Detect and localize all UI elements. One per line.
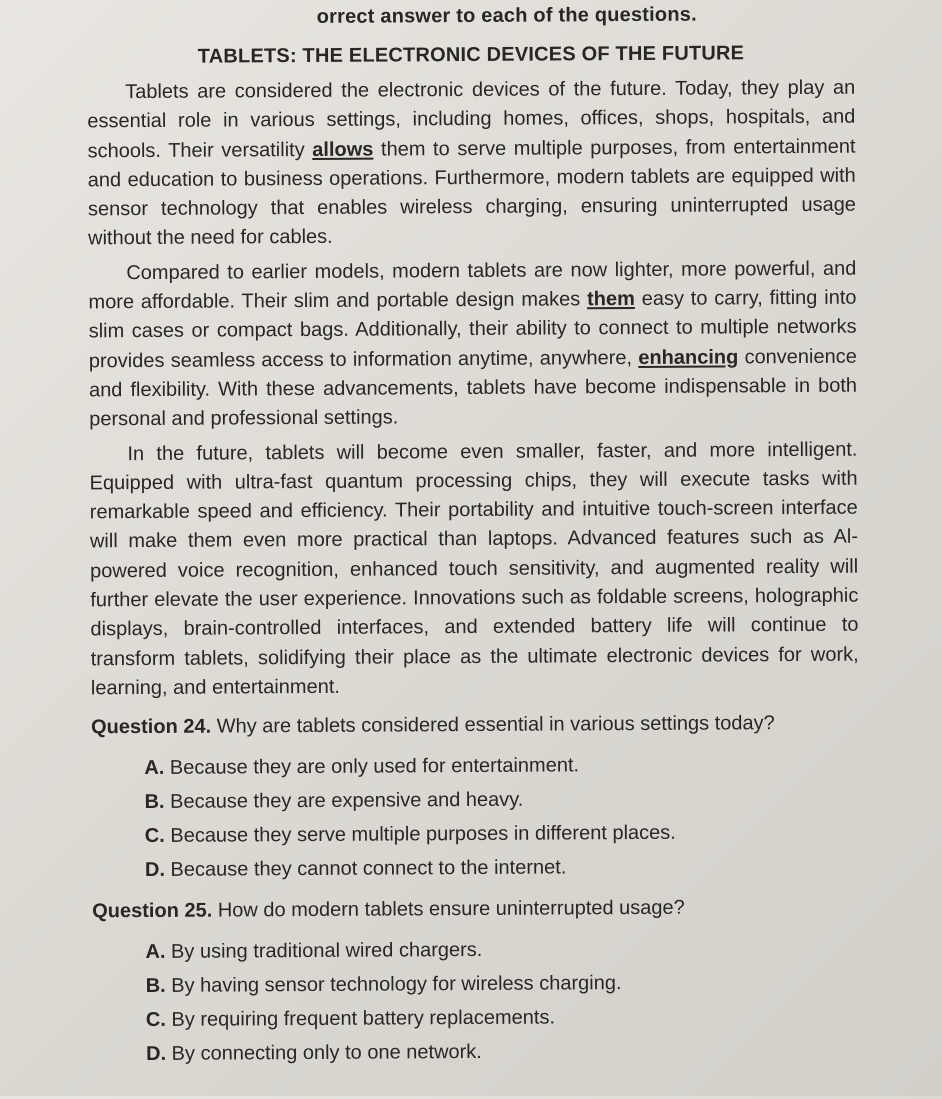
answer-option-a[interactable] xyxy=(145,931,860,969)
paragraph-text: Tablets are considered the electronic devices of the future. Today, they play an essential role in various settings, including homes, offices, shops, hospitals, and schools. Their versatility xyxy=(87,76,856,162)
option-letter: B. xyxy=(145,975,166,998)
option-text: Because they cannot connect to the internet. xyxy=(170,856,567,882)
option-letter: C. xyxy=(145,1009,166,1032)
question-number: Question 24. xyxy=(91,715,212,739)
paragraph-text: Compared to earlier models, modern tablets are now lighter, more powerful, and more affordable. Their slim and portable design makes xyxy=(88,257,857,314)
passage-title: TABLETS: THE ELECTRONIC DEVICES OF THE FUTURE xyxy=(197,42,745,68)
passage-paragraph-3: In the future, tablets will become even smaller, faster, and more intelligent. Equipped with ultra-fast quantum processing chips, they will execute tasks with remarkable speed and efficiency. Their portability and intuitive touch-screen interface will make them even more practical than laptops. Advanced features such as Al-powered voice recognition, enhanced touch sensitivity, and augmented reality will further elevate the user experience. Innovations such as foldable screens, holographic displays, brain-controlled interfaces, and extended battery life will continue to transform tablets, solidifying their place as the ultimate electronic devices for work, learning, and entertainment. xyxy=(89,438,859,700)
option-text: By having sensor technology for wireless charging. xyxy=(171,972,622,998)
option-text: Because they serve multiple purposes in different places. xyxy=(170,821,676,848)
answer-option-d[interactable] xyxy=(146,1033,861,1071)
answer-option-c[interactable] xyxy=(145,815,860,853)
question-text: Why are tablets considered essential in various settings today? xyxy=(216,712,775,738)
question-number: Question 25. xyxy=(92,899,213,923)
question-24 xyxy=(91,709,860,888)
option-letter: D. xyxy=(146,1043,167,1066)
paragraph-text: them to serve multiple purposes, from entertainment and education to business operations. Furthermore, modern tablets are equipped with sensor technology that enables wireless charging, ensuring uninterrupted usage without the need for cables. xyxy=(87,135,856,250)
option-text: Because they are expensive and heavy. xyxy=(170,788,524,814)
answer-option-d[interactable] xyxy=(145,849,860,887)
answer-options xyxy=(145,931,861,1071)
question-prompt xyxy=(91,709,859,742)
option-text: By connecting only to one network. xyxy=(171,1041,482,1066)
answer-option-a[interactable] xyxy=(144,747,859,785)
highlighted-word-allows: allows xyxy=(312,138,374,161)
option-letter: B. xyxy=(144,791,165,814)
instruction-heading: orrect answer to each of the questions. xyxy=(316,3,697,28)
option-letter: C. xyxy=(144,825,165,848)
passage-paragraph-1 xyxy=(87,74,856,254)
option-letter: D. xyxy=(144,859,166,882)
paragraph-text: easy to carry, fitting into slim cases or compact bags. Additionally, their ability to connect to multiple networks provides seamless access to information anytime, anywhere, xyxy=(88,286,857,373)
answer-options xyxy=(144,747,860,887)
option-letter: A. xyxy=(145,941,166,964)
question-text: How do modern tablets ensure uninterrupted usage? xyxy=(217,896,685,922)
answer-option-b[interactable] xyxy=(144,781,859,819)
question-25 xyxy=(92,893,861,1072)
option-letter: A. xyxy=(144,757,165,780)
answer-option-b[interactable] xyxy=(146,965,861,1003)
highlighted-word-enhancing: enhancing xyxy=(638,346,739,369)
answer-option-c[interactable] xyxy=(146,999,861,1037)
paragraph-text: convenience and flexibility. With these advancements, tablets have become indispensable in both personal and professional settings. xyxy=(88,345,858,431)
option-text: Because they are only used for entertainment. xyxy=(169,754,580,780)
option-text: By requiring frequent battery replacements. xyxy=(171,1006,556,1032)
highlighted-word-them: them xyxy=(586,288,635,311)
option-text: By using traditional wired chargers. xyxy=(170,939,483,964)
question-prompt xyxy=(92,893,860,926)
passage-paragraph-2 xyxy=(88,254,857,434)
